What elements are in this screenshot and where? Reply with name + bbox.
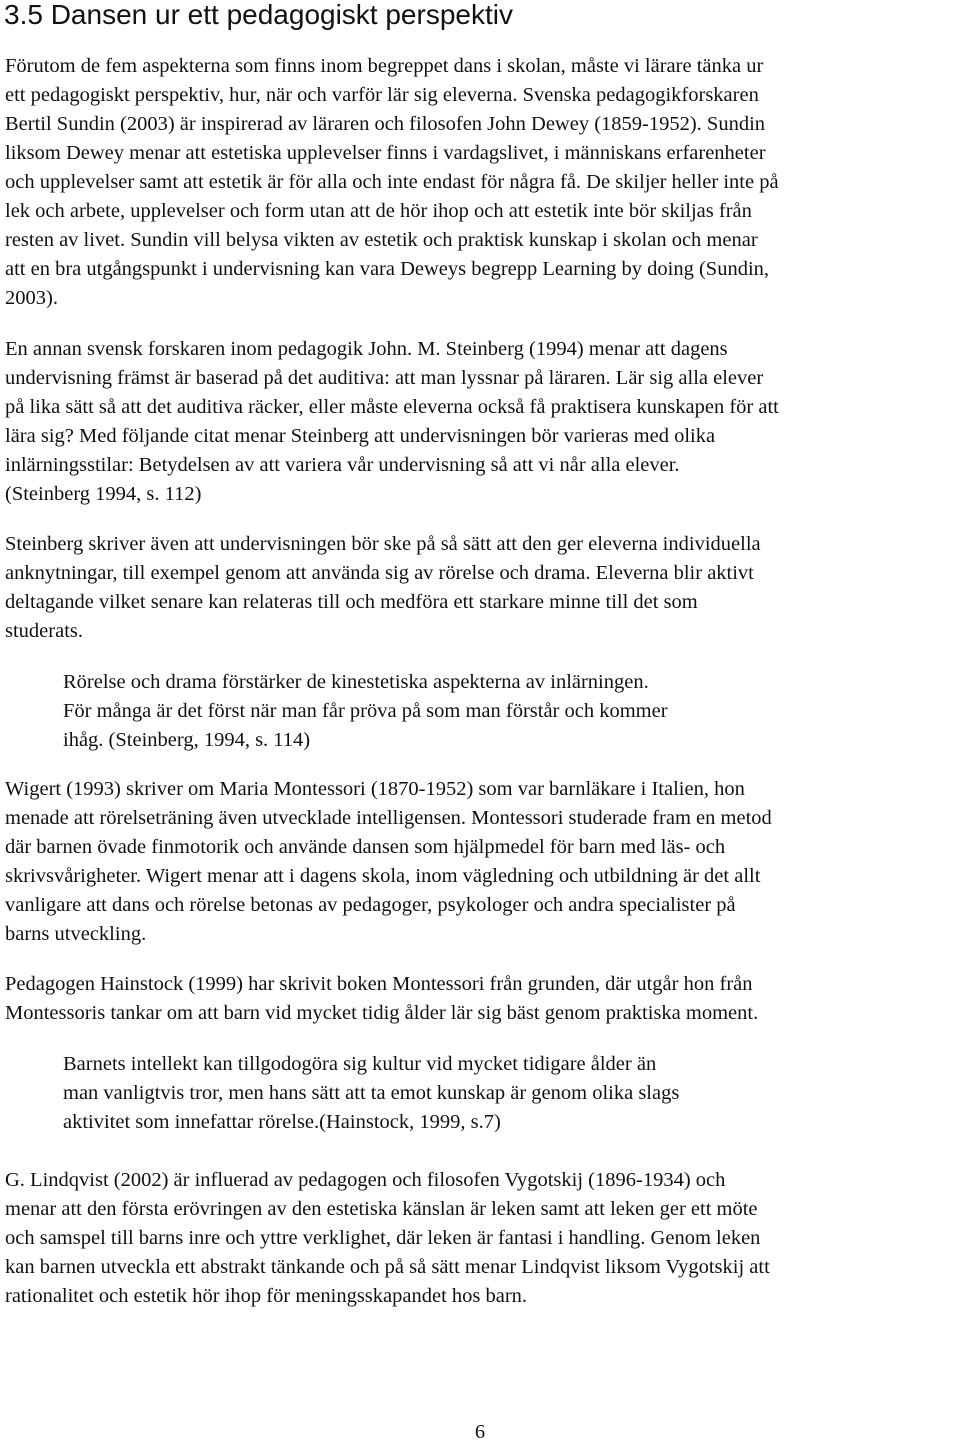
text-line: undervisning främst är baserad på det auditiva: att man lyssnar på läraren. Lär sig alla elever [5, 367, 764, 389]
text-line: lek och arbete, upplevelser och form utan att de hör ihop och att estetik inte bör skiljas från [5, 200, 752, 222]
text-line: barns utveckling. [5, 923, 147, 945]
text-line: ihåg. (Steinberg, 1994, s. 114) [63, 729, 311, 751]
text-line: (Steinberg 1994, s. 112) [5, 483, 202, 505]
text-line: vanligare att dans och rörelse betonas av pedagoger, psykologer och andra specialister på [5, 894, 736, 916]
text-line: lära sig? Med följande citat menar Steinberg att undervisningen bör varieras med olika [5, 425, 716, 447]
text-line: Montessoris tankar om att barn vid mycket tidig ålder lär sig bäst genom praktiska moment. [5, 1002, 759, 1024]
text-line: skrivsvårigheter. Wigert menar att i dagens skola, inom vägledning och utbildning är det allt [5, 865, 761, 887]
text-line: anknytningar, till exempel genom att använda sig av rörelse och drama. Eleverna blir aktivt [5, 562, 754, 584]
section-heading: 3.5 Dansen ur ett pedagogiskt perspektiv [4, 0, 513, 30]
text-line: menar att den första erövringen av den estetiska känslan är leken samt att leken ger ett möte [5, 1198, 758, 1220]
text-line: man vanligtvis tror, men hans sätt att ta emot kunskap är genom olika slags [63, 1082, 680, 1104]
text-line: Steinberg skriver även att undervisningen bör ske på så sätt att den ger eleverna individuella [5, 533, 761, 555]
text-line: G. Lindqvist (2002) är influerad av pedagogen och filosofen Vygotskij (1896-1934) och [5, 1169, 726, 1191]
text-line: och samspel till barns inre och yttre verklighet, där leken är fantasi i handling. Genom leken [5, 1227, 761, 1249]
text-line: En annan svensk forskaren inom pedagogik John. M. Steinberg (1994) menar att dagens [5, 338, 728, 360]
text-line: Pedagogen Hainstock (1999) har skrivit boken Montessori från grunden, där utgår hon från [5, 973, 753, 995]
text-line: Barnets intellekt kan tillgodogöra sig kultur vid mycket tidigare ålder än [63, 1053, 657, 1075]
text-line: Förutom de fem aspekterna som finns inom begreppet dans i skolan, måste vi lärare tänka ur [5, 55, 764, 77]
body-paragraph [5, 335, 779, 509]
text-line: resten av livet. Sundin vill belysa vikten av estetik och praktisk kunskap i skolan och menar [5, 229, 758, 251]
text-line: menade att rörelseträning även utvecklade intelligensen. Montessori studerade fram en metod [5, 807, 772, 829]
body-paragraph [5, 775, 772, 949]
text-line: rationalitet och estetik hör ihop för meningsskapandet hos barn. [5, 1285, 528, 1307]
text-line: kan barnen utveckla ett abstrakt tänkande och på så sätt menar Lindqvist liksom Vygotskij att [5, 1256, 770, 1278]
block-quote [63, 1050, 679, 1137]
text-line: liksom Dewey menar att estetiska upplevelser finns i vardagslivet, i människans erfarenheter [5, 142, 766, 164]
text-line: Rörelse och drama förstärker de kinestetiska aspekterna av inlärningen. [63, 671, 649, 693]
text-line: på lika sätt så att det auditiva räcker, eller måste eleverna också få praktisera kunskapen för att [5, 396, 779, 418]
text-line: att en bra utgångspunkt i undervisning kan vara Deweys begrepp Learning by doing (Sundin, [5, 258, 770, 280]
text-line: aktivitet som innefattar rörelse.(Hainstock, 1999, s.7) [63, 1111, 501, 1133]
text-line: ett pedagogiskt perspektiv, hur, när och varför lär sig eleverna. Svenska pedagogikforskaren [5, 84, 759, 106]
body-paragraph [5, 530, 761, 646]
text-line: 2003). [5, 287, 58, 309]
block-quote [63, 668, 668, 755]
body-paragraph [5, 970, 758, 1028]
text-line: och upplevelser samt att estetik är för alla och inte endast för några få. De skiljer heller inte på [5, 171, 779, 193]
text-line: För många är det först när man får pröva på som man förstår och kommer [63, 700, 668, 722]
body-paragraph [5, 1166, 770, 1311]
text-line: Wigert (1993) skriver om Maria Montessori (1870-1952) som var barnläkare i Italien, hon [5, 778, 745, 800]
page-number: 6 [474, 1421, 486, 1443]
text-line: deltagande vilket senare kan relateras till och medföra ett starkare minne till det som [5, 591, 698, 613]
text-line: inlärningsstilar: Betydelsen av att variera vår undervisning så att vi når alla elever. [5, 454, 680, 476]
text-line: Bertil Sundin (2003) är inspirerad av läraren och filosofen John Dewey (1859-1952). Sundin [5, 113, 766, 135]
text-line: studerats. [5, 620, 83, 642]
text-line: där barnen övade finmotorik och använde dansen som hjälpmedel för barn med läs- och [5, 836, 726, 858]
body-paragraph [5, 52, 779, 313]
